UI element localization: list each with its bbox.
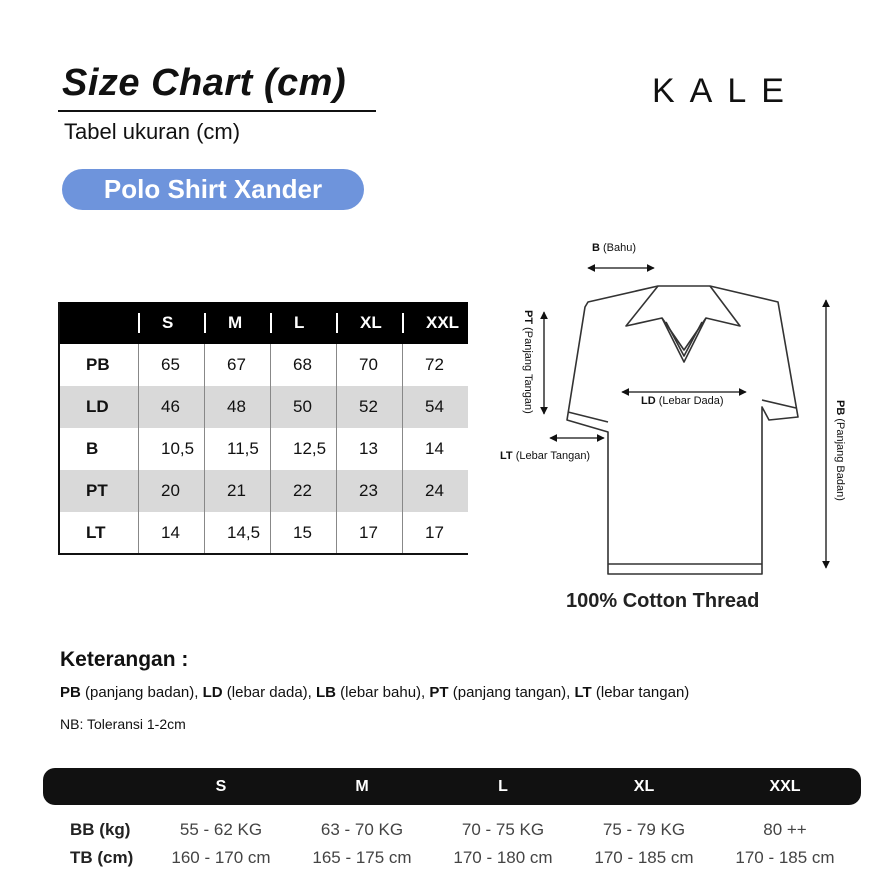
table-cell: 17: [336, 512, 402, 554]
tolerance-note: NB: Toleransi 1-2cm: [60, 716, 186, 732]
table-cell: 46: [138, 386, 204, 428]
notes-legend: [60, 684, 689, 701]
size-column-header: XXL: [402, 313, 468, 333]
chest-width-label: LD (Lebar Dada): [641, 395, 724, 407]
table-cell: 65: [138, 344, 204, 386]
row-label: TB (cm): [70, 848, 134, 867]
table-row: [58, 386, 468, 428]
legend-code: LD: [202, 684, 223, 701]
table-cell: 48: [204, 386, 270, 428]
table-cell: 54: [402, 386, 468, 428]
table-cell: 20: [138, 470, 204, 512]
legend-text: (lebar tangan): [591, 684, 690, 701]
table-row: [58, 512, 468, 554]
size-table-header: [58, 302, 468, 344]
shirt-measurement-diagram: [490, 232, 870, 592]
table-cell: 22: [270, 470, 336, 512]
table-cell: 55 - 62 KG: [179, 820, 263, 839]
table-cell: 68: [270, 344, 336, 386]
table-cell: 24: [402, 470, 468, 512]
row-label: PB: [86, 355, 110, 374]
table-cell: 14: [138, 512, 204, 554]
table-bottom-border: [58, 553, 468, 555]
legend-code: LT: [574, 684, 592, 701]
table-cell: 70 - 75 KG: [461, 820, 545, 839]
legend-text: (lebar dada),: [222, 684, 316, 701]
legend-text: (lebar bahu),: [336, 684, 430, 701]
table-row: [58, 344, 468, 386]
row-label: LD: [86, 397, 109, 416]
material-note: 100% Cotton Thread: [566, 590, 760, 612]
table-cell: 67: [204, 344, 270, 386]
legend-code: PT: [429, 684, 449, 701]
wh-column-header: S: [215, 777, 227, 795]
table-cell: 63 - 70 KG: [320, 820, 404, 839]
table-cell: 170 - 180 cm: [453, 848, 553, 867]
table-cell: 50: [270, 386, 336, 428]
table-cell: 11,5: [204, 428, 270, 470]
wh-column-header: XL: [633, 777, 655, 795]
table-cell: 70: [336, 344, 402, 386]
legend-text: (panjang tangan),: [448, 684, 575, 701]
body-length-label: PB (Panjang Badan): [834, 400, 846, 501]
polo-shirt-icon: [567, 286, 798, 574]
legend-text: (panjang badan),: [80, 684, 203, 701]
table-cell: 160 - 170 cm: [171, 848, 271, 867]
sleeve-width-label: LT (Lebar Tangan): [500, 450, 591, 462]
table-cell: 10,5: [138, 428, 204, 470]
table-cell: 80 ++: [763, 820, 807, 839]
table-cell: 165 - 175 cm: [312, 848, 412, 867]
size-table: [58, 302, 468, 554]
size-column-header: S: [138, 313, 204, 333]
table-cell: 21: [204, 470, 270, 512]
legend-code: PB: [60, 684, 81, 701]
sleeve-length-label: PT (Panjang Tangan): [522, 310, 534, 414]
height-row: [0, 848, 890, 874]
table-cell: 170 - 185 cm: [594, 848, 694, 867]
wh-column-header: M: [355, 777, 369, 795]
notes-title: Keterangan :: [60, 648, 189, 671]
page-subtitle: Tabel ukuran (cm): [64, 119, 241, 144]
page-title: Size Chart (cm): [62, 62, 347, 104]
row-label: B: [86, 439, 99, 458]
shoulder-label: B (Bahu): [592, 242, 637, 254]
table-cell: 52: [336, 386, 402, 428]
table-cell: 75 - 79 KG: [602, 820, 686, 839]
size-column-header: XL: [336, 313, 402, 333]
row-label: PT: [86, 481, 108, 500]
legend-code: LB: [316, 684, 336, 701]
title-underline: [58, 110, 376, 112]
wh-column-header: XXL: [769, 777, 801, 795]
table-cell: 23: [336, 470, 402, 512]
product-name-badge: Polo Shirt Xander: [62, 169, 364, 210]
size-column-header: M: [204, 313, 270, 333]
table-cell: 14,5: [204, 512, 270, 554]
table-cell: 14: [402, 428, 468, 470]
wh-column-header: L: [498, 777, 508, 795]
weight-height-header: [43, 768, 861, 805]
table-row: [58, 470, 468, 512]
weight-row: [0, 820, 890, 846]
table-left-border: [58, 302, 60, 554]
table-cell: 15: [270, 512, 336, 554]
table-cell: 17: [402, 512, 468, 554]
table-row: [58, 428, 468, 470]
row-label: BB (kg): [70, 820, 131, 839]
brand-logo: KALE: [652, 72, 799, 110]
table-cell: 72: [402, 344, 468, 386]
row-label: LT: [86, 523, 106, 542]
size-column-header: L: [270, 313, 336, 333]
table-cell: 12,5: [270, 428, 336, 470]
table-cell: 13: [336, 428, 402, 470]
table-cell: 170 - 185 cm: [735, 848, 835, 867]
